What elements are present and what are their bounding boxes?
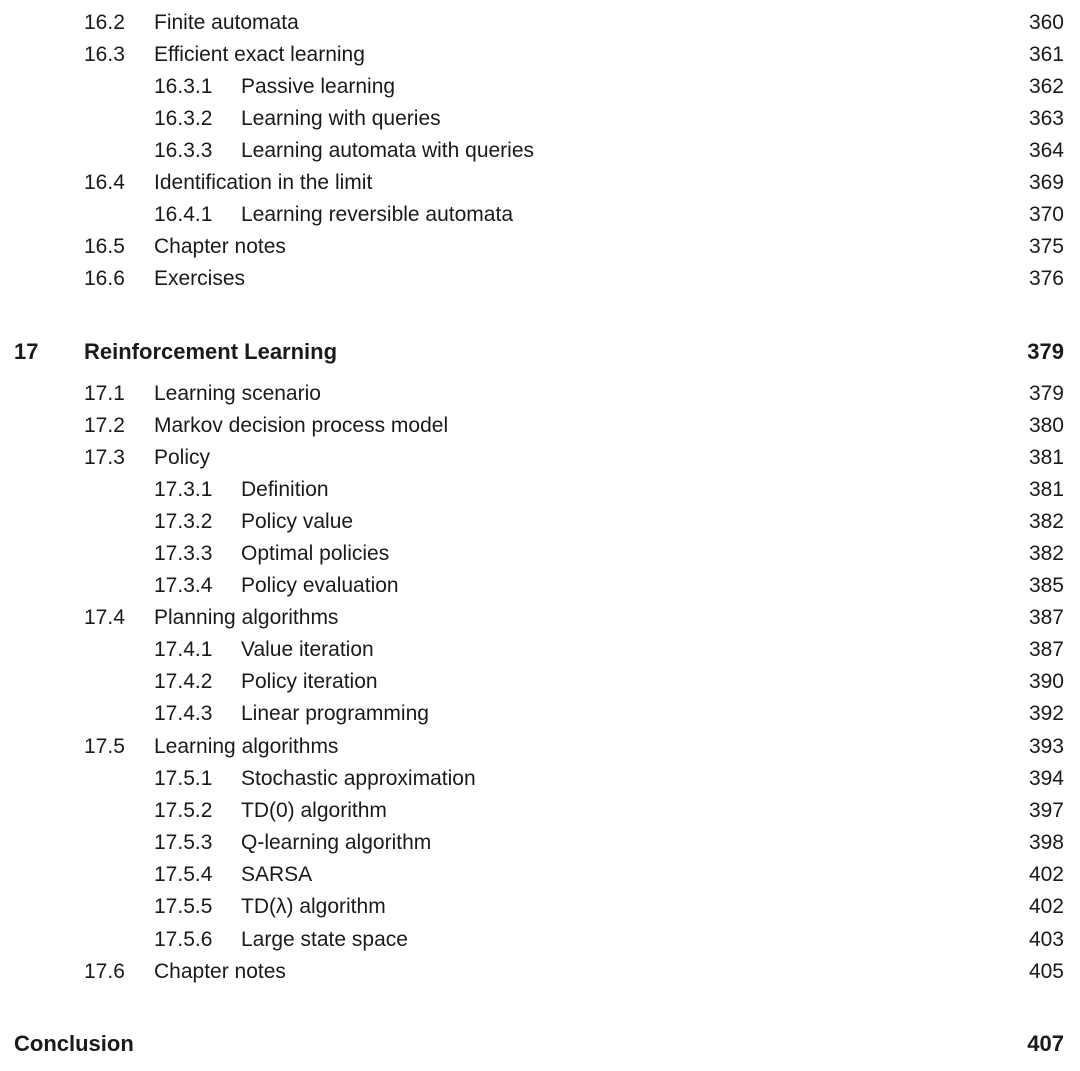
entry-title: Policy iteration [241,670,378,693]
entry-page: 405 [1028,960,1064,983]
entry-title: Learning with queries [241,107,441,130]
entry-number: 17.5.1 [154,767,213,790]
entry-title: Markov decision process model [154,414,449,437]
entry-number: 17.5 [84,735,125,758]
chapter-page: 379 [1027,339,1064,364]
conclusion-title: Conclusion [14,1031,134,1056]
entry-title: Policy value [241,510,354,533]
entry-title: TD(λ) algorithm [241,895,386,918]
entry-number: 16.3 [84,43,125,66]
toc-entry-16-5[interactable] [0,231,1080,263]
entry-title: Q-learning algorithm [241,831,432,854]
entry-number: 17.3 [84,446,125,469]
entry-number: 16.3.2 [154,107,213,130]
toc-entry-17-3[interactable] [0,442,1080,474]
conclusion-page: 407 [1027,1031,1064,1056]
toc-entry-17-4-1[interactable] [0,634,1080,666]
entry-title: Planning algorithms [154,606,339,629]
toc-entry-17-3-1[interactable] [0,474,1080,506]
entry-number: 17.5.6 [154,928,213,951]
entry-number: 17.5.3 [154,831,213,854]
entry-page: 375 [1028,235,1064,258]
entry-number: 17.3.3 [154,542,213,565]
entry-page: 394 [1028,767,1064,790]
entry-page: 379 [1028,382,1064,405]
toc-entry-17-5-3[interactable] [0,827,1080,859]
entry-title: Chapter notes [154,960,286,983]
entry-number: 17.1 [84,382,125,405]
toc-entry-17-3-4[interactable] [0,570,1080,602]
toc-entry-17-3-2[interactable] [0,506,1080,538]
entry-title: Linear programming [241,702,429,725]
entry-page: 402 [1028,863,1064,886]
entry-number: 17.5.4 [154,863,213,886]
entry-page: 403 [1028,928,1064,951]
entry-number: 16.4 [84,171,125,194]
chapter-title: Reinforcement Learning [84,339,338,364]
entry-number: 17.3.4 [154,574,213,597]
toc-conclusion[interactable] [0,1028,1080,1060]
entry-title: Passive learning [241,75,396,98]
chapter-number: 17 [14,339,39,364]
entry-page: 381 [1028,446,1064,469]
entry-title: Exercises [154,267,246,290]
toc-entry-16-6[interactable] [0,263,1080,295]
toc-entry-17-3-3[interactable] [0,538,1080,570]
entry-page: 387 [1028,638,1064,661]
entry-number: 16.2 [84,11,125,34]
entry-title: Policy evaluation [241,574,399,597]
toc-entry-16-2[interactable] [0,7,1080,39]
entry-page: 364 [1028,139,1064,162]
toc-entry-16-4[interactable] [0,167,1080,199]
entry-number: 17.4 [84,606,125,629]
entry-page: 380 [1028,414,1064,437]
entry-number: 16.3.3 [154,139,213,162]
toc-entry-16-4-1[interactable] [0,199,1080,231]
entry-number: 17.4.1 [154,638,213,661]
toc-entry-17-5-6[interactable] [0,924,1080,956]
entry-number: 17.5.2 [154,799,213,822]
entry-title: Finite automata [154,11,299,34]
entry-title: Learning algorithms [154,735,339,758]
toc-chapter-17[interactable] [0,336,1080,368]
toc-entry-17-2[interactable] [0,410,1080,442]
entry-title: SARSA [241,863,313,886]
toc-entry-17-5-5[interactable] [0,891,1080,923]
entry-page: 376 [1028,267,1064,290]
entry-title: Chapter notes [154,235,286,258]
entry-number: 17.2 [84,414,125,437]
toc-entry-17-5-1[interactable] [0,763,1080,795]
entry-number: 17.3.2 [154,510,213,533]
entry-page: 385 [1028,574,1064,597]
entry-page: 393 [1028,735,1064,758]
entry-title: Large state space [241,928,408,951]
entry-title: Efficient exact learning [154,43,365,66]
entry-title: Learning automata with queries [241,139,535,162]
entry-page: 387 [1028,606,1064,629]
toc-entry-17-4-2[interactable] [0,666,1080,698]
toc-entry-16-3-1[interactable] [0,71,1080,103]
entry-title: TD(0) algorithm [241,799,387,822]
entry-page: 382 [1028,510,1064,533]
toc-entry-17-4[interactable] [0,602,1080,634]
entry-page: 402 [1028,895,1064,918]
toc-entry-17-5-2[interactable] [0,795,1080,827]
entry-number: 16.5 [84,235,125,258]
entry-page: 363 [1028,107,1064,130]
entry-page: 382 [1028,542,1064,565]
toc-entry-17-5-4[interactable] [0,859,1080,891]
entry-title: Value iteration [241,638,374,661]
toc-entry-16-3[interactable] [0,39,1080,71]
entry-title: Identification in the limit [154,171,373,194]
entry-page: 392 [1028,702,1064,725]
entry-number: 17.3.1 [154,478,213,501]
entry-page: 369 [1028,171,1064,194]
entry-page: 362 [1028,75,1064,98]
entry-number: 17.5.5 [154,895,213,918]
toc-entry-17-6[interactable] [0,956,1080,988]
entry-number: 17.4.3 [154,702,213,725]
toc-entry-16-3-3[interactable] [0,135,1080,167]
toc-entry-17-1[interactable] [0,378,1080,410]
entry-title: Policy [154,446,211,469]
entry-number: 16.4.1 [154,203,213,226]
toc-entry-17-4-3[interactable] [0,698,1080,730]
toc-entry-16-3-2[interactable] [0,103,1080,135]
entry-number: 17.4.2 [154,670,213,693]
entry-page: 381 [1028,478,1064,501]
entry-page: 370 [1028,203,1064,226]
entry-title: Learning scenario [154,382,321,405]
entry-page: 390 [1028,670,1064,693]
entry-title: Optimal policies [241,542,390,565]
entry-number: 16.6 [84,267,125,290]
entry-page: 398 [1028,831,1064,854]
entry-page: 360 [1028,11,1064,34]
entry-number: 16.3.1 [154,75,213,98]
entry-title: Definition [241,478,329,501]
entry-title: Stochastic approximation [241,767,476,790]
entry-page: 397 [1028,799,1064,822]
entry-title: Learning reversible automata [241,203,513,226]
toc-entry-17-5[interactable] [0,731,1080,763]
entry-number: 17.6 [84,960,125,983]
entry-page: 361 [1028,43,1064,66]
